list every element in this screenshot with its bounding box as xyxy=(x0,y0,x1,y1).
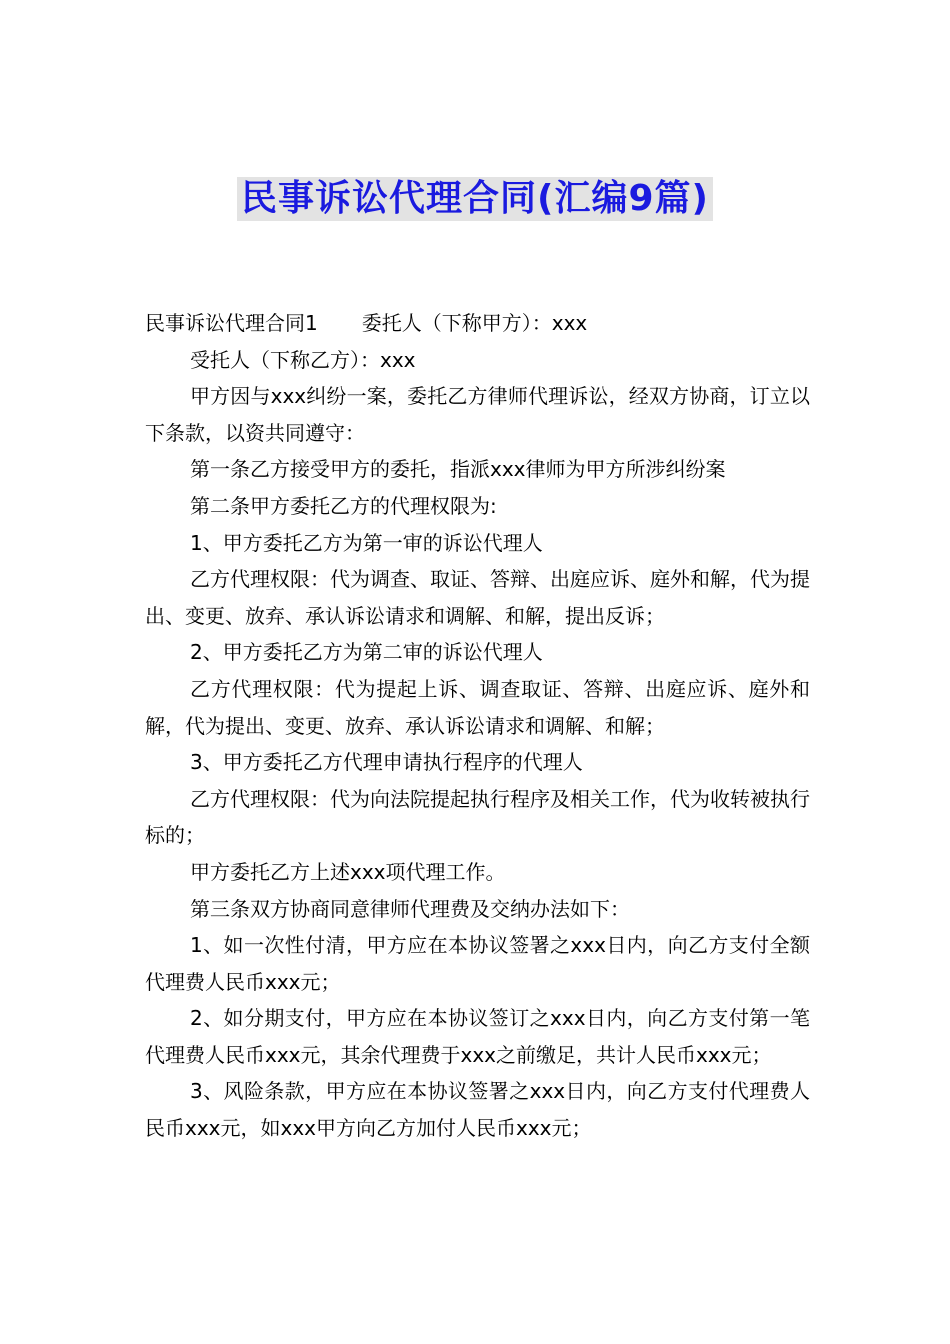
paragraph: 乙方代理权限：代为提起上诉、调查取证、答辩、出庭应诉、庭外和解，代为提出、变更、放弃、承认诉讼请求和调解、和解； xyxy=(145,676,810,738)
paragraph: 第二条甲方委托乙方的代理权限为: xyxy=(190,493,497,518)
paragraph: 3、甲方委托乙方代理申请执行程序的代理人 xyxy=(190,750,583,775)
paragraph: 2、如分期支付，甲方应在本协议签订之xxx日内，向乙方支付第一笔代理费人民币xxx元，其余代理费于xxx之前缴足，共计人民币xxx元； xyxy=(145,1006,810,1067)
paragraph: 2、甲方委托乙方为第二审的诉讼代理人 xyxy=(190,640,543,665)
document-title: 民事诉讼代理合同(汇编9篇) xyxy=(237,177,713,221)
paragraph: 1、甲方委托乙方为第一审的诉讼代理人 xyxy=(190,530,543,555)
paragraph: 受托人（下称乙方）：xxx xyxy=(190,347,416,372)
paragraph: 乙方代理权限：代为调查、取证、答辩、出庭应诉、庭外和解，代为提出、变更、放弃、承认诉讼请求和调解、和解，提出反诉； xyxy=(145,567,810,628)
document-body xyxy=(145,305,810,1147)
paragraph: 3、风险条款，甲方应在本协议签署之xxx日内，向乙方支付代理费人民币xxx元，如xxx甲方向乙方加付人民币xxx元； xyxy=(145,1079,810,1141)
paragraph: 第三条双方协商同意律师代理费及交纳办法如下： xyxy=(190,896,630,921)
paragraph: 乙方代理权限：代为向法院提起执行程序及相关工作，代为收转被执行标的； xyxy=(145,786,810,848)
paragraph: 1、如一次性付清，甲方应在本协议签署之xxx日内，向乙方支付全额代理费人民币xxx元； xyxy=(145,933,810,994)
paragraph: 第一条乙方接受甲方的委托，指派xxx律师为甲方所涉纠纷案 xyxy=(190,457,726,482)
section-heading: 民事诉讼代理合同1 xyxy=(145,311,318,335)
paragraph: 甲方委托乙方上述xxx项代理工作。 xyxy=(190,859,506,884)
first-line xyxy=(145,305,810,342)
paragraph: 甲方因与xxx纠纷一案，委托乙方律师代理诉讼，经双方协商，订立以下条款，以资共同遵守： xyxy=(145,384,810,445)
title-block xyxy=(0,177,950,221)
principal-line: 委托人（下称甲方）：xxx xyxy=(361,311,588,335)
